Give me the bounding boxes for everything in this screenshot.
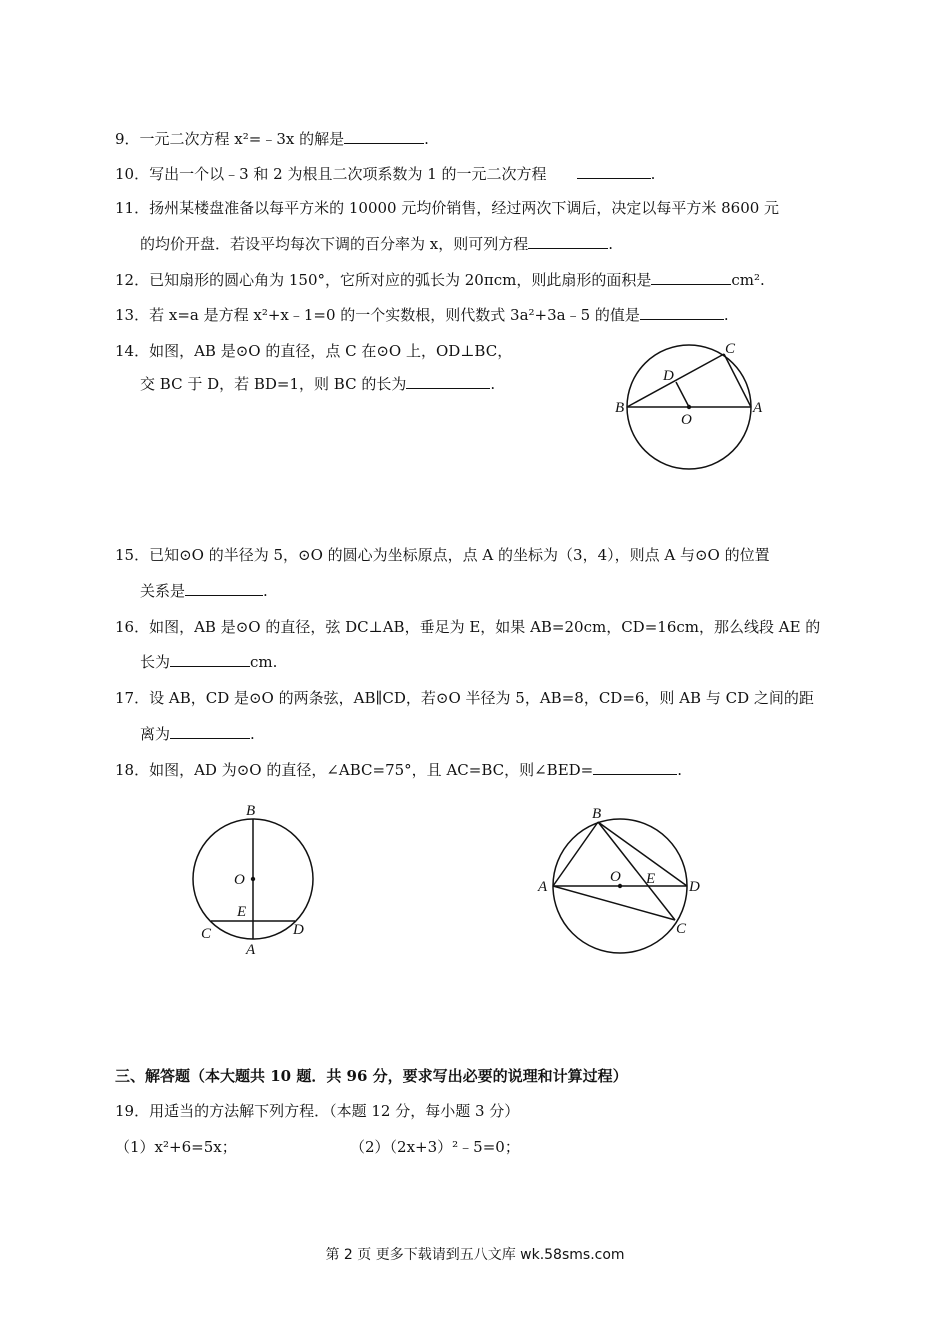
question-19-part-2: （2）（2x+3）²﹣5=0；: [350, 1138, 520, 1156]
answer-blank: [640, 305, 724, 320]
center-point: [687, 405, 691, 409]
answer-blank: [344, 129, 424, 144]
label-e: E: [646, 871, 656, 887]
question-16-cont: 长为 cm.: [140, 653, 278, 671]
question-17: 17．设 AB，CD 是⊙O 的两条弦，AB∥CD，若⊙O 半径为 5，AB=8，CD=6，则 AB 与 CD 之间的距: [115, 689, 814, 707]
figure-q16: [185, 798, 325, 960]
label-a: A: [246, 942, 256, 958]
question-15: 15．已知⊙O 的半径为 5，⊙O 的圆心为坐标原点，点 A 的坐标为（3，4），则点 A 与⊙O 的位置: [115, 546, 770, 564]
label-c: C: [676, 921, 687, 937]
label-d: D: [293, 922, 304, 938]
label-b: B: [592, 806, 602, 822]
question-13: 13．若 x=a 是方程 x²+x﹣1=0 的一个实数根，则代数式 3a²+3a﹣5 的值是 .: [115, 306, 729, 324]
page-footer: 第 2 页 更多下载请到五八文库 wk.58sms.com: [325, 1247, 625, 1263]
question-15-cont: 关系是 .: [140, 582, 268, 600]
answer-blank: [185, 581, 263, 596]
answer-blank: [651, 270, 731, 285]
question-12: 12．已知扇形的圆心角为 150°，它所对应的弧长为 20πcm，则此扇形的面积是 cm².: [115, 271, 765, 289]
label-c: C: [725, 341, 736, 357]
label-b: B: [615, 400, 625, 416]
question-11: 11．扬州某楼盘准备以每平方米的 10000 元均价销售，经过两次下调后，决定以每平方米 8600 元: [115, 199, 780, 217]
label-d: D: [689, 879, 700, 895]
question-10: 10．写出一个以﹣3 和 2 为根且二次项系数为 1 的一元二次方程 .: [115, 165, 656, 183]
answer-blank: [170, 652, 250, 667]
answer-blank: [593, 760, 677, 775]
question-19-part-1: （1）x²+6=5x；: [115, 1138, 237, 1156]
question-14: 14．如图，AB 是⊙O 的直径，点 C 在⊙O 上，OD⊥BC，: [115, 342, 513, 360]
label-d: D: [663, 368, 674, 384]
center-point: [251, 877, 255, 881]
question-19: 19．用适当的方法解下列方程．（本题 12 分，每小题 3 分）: [115, 1102, 520, 1120]
chord-bc: [627, 354, 724, 407]
segment-od: [676, 382, 689, 407]
question-11-cont: 的均价开盘．若设平均每次下调的百分率为 x，则可列方程 .: [140, 235, 614, 253]
answer-blank: [170, 724, 250, 739]
answer-blank: [577, 164, 651, 179]
label-e: E: [237, 904, 247, 920]
question-14-cont: 交 BC 于 D，若 BD=1，则 BC 的长为 .: [140, 375, 496, 393]
label-o: O: [234, 872, 245, 888]
section-heading: 三、解答题（本大题共 10 题．共 96 分，要求写出必要的说理和计算过程）: [115, 1067, 628, 1085]
label-a: A: [538, 879, 548, 895]
question-16: 16．如图，AB 是⊙O 的直径，弦 DC⊥AB，垂足为 E，如果 AB=20cm，CD=16cm，那么线段 AE 的: [115, 618, 821, 636]
label-o: O: [681, 412, 692, 428]
question-17-cont: 离为 .: [140, 725, 255, 743]
label-o: O: [610, 869, 621, 885]
chord-ab: [553, 822, 598, 886]
label-a: A: [753, 400, 763, 416]
chord-ca: [724, 354, 751, 407]
label-b: B: [246, 803, 256, 819]
question-9: 9．一元二次方程 x²=﹣3x 的解是 .: [115, 130, 429, 148]
figure-q18: [530, 800, 710, 965]
question-18: 18．如图，AD 为⊙O 的直径，∠ABC=75°，且 AC=BC，则∠BED= .: [115, 761, 683, 779]
label-c: C: [201, 926, 212, 942]
chord-ac: [553, 886, 675, 920]
answer-blank: [406, 374, 490, 389]
figure-q14: [605, 335, 775, 475]
answer-blank: [528, 234, 608, 249]
